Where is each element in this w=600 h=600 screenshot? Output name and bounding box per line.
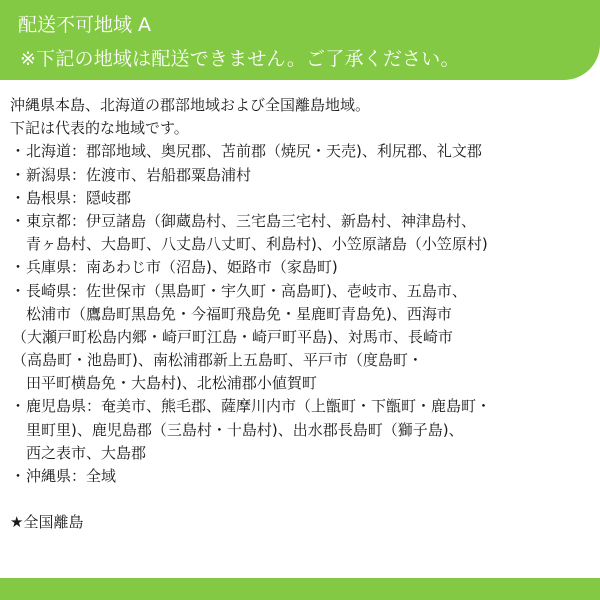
header-banner bbox=[0, 0, 600, 80]
spacer bbox=[10, 488, 592, 511]
intro-line: 下記は代表的な地域です。 bbox=[10, 119, 189, 138]
region-list bbox=[10, 140, 592, 488]
region-text: 新潟県：佐渡市、岩船郡粟島浦村 bbox=[26, 165, 252, 184]
bullet: ・ bbox=[10, 397, 26, 416]
region-item-shimane bbox=[10, 187, 592, 210]
region-item-tokyo bbox=[10, 210, 592, 233]
region-text-continued: 西之表市、大島郡 bbox=[26, 443, 147, 462]
region-text: 長崎県：佐世保市（黒島町・宇久町・高島町)、壱岐市、五島市、 bbox=[26, 281, 467, 300]
bullet: ・ bbox=[10, 258, 26, 277]
region-text-continued: 青ヶ島村、大島町、八丈島八丈町、利島村)、小笠原諸島（小笠原村) bbox=[26, 235, 488, 254]
bullet: ・ bbox=[10, 165, 26, 184]
region-item-nagasaki bbox=[10, 280, 592, 303]
bullet: ・ bbox=[10, 467, 26, 485]
intro-line: 沖縄県本島、北海道の郡部地域および全国離島地域。 bbox=[10, 96, 371, 114]
region-item-kagoshima bbox=[10, 395, 592, 418]
region-text: 兵庫県：南あわじ市（沼島)、姫路市（家島町) bbox=[26, 258, 338, 277]
region-text-continued: 松浦市（鷹島町黒島免・今福町飛島免・星鹿町青島免)、西海市 bbox=[26, 304, 452, 323]
region-item-hokkaido bbox=[10, 140, 592, 163]
bullet: ・ bbox=[10, 188, 26, 207]
region-text-continued: 里町里)、鹿児島郡（三島村・十島村)、出水郡長島町（獅子島)、 bbox=[26, 420, 464, 439]
region-text: 沖縄県：全域 bbox=[26, 467, 117, 485]
region-text: 鹿児島県：奄美市、熊毛郡、薩摩川内市（上甑町・下甑町・鹿島町・ bbox=[26, 397, 492, 416]
region-item-okinawa bbox=[10, 465, 592, 488]
region-text-continued: （大瀬戸町松島内郷・崎戸町江島・崎戸町平島)、対馬市、長崎市 bbox=[12, 327, 453, 346]
region-text-continued: （高島町・池島町)、南松浦郡新上五島町、平戸市（度島町・ bbox=[12, 351, 423, 370]
delivery-notice: ※下記の地域は配送できません。ご了承ください。 bbox=[20, 48, 460, 70]
footnote: ★全国離島 bbox=[10, 513, 84, 532]
region-item-niigata bbox=[10, 164, 592, 187]
page-title: 配送不可地域 A bbox=[18, 14, 152, 36]
region-content bbox=[10, 94, 592, 535]
region-item-hyogo bbox=[10, 256, 592, 279]
region-text: 東京都：伊豆諸島（御蔵島村、三宅島三宅村、新島村、神津島村、 bbox=[26, 211, 477, 230]
region-text: 島根県：隠岐郡 bbox=[26, 188, 132, 207]
region-text-continued: 田平町横島免・大島村)、北松浦郡小値賀町 bbox=[26, 374, 317, 393]
bullet: ・ bbox=[10, 211, 26, 230]
bullet: ・ bbox=[10, 281, 26, 300]
footer-bar bbox=[0, 578, 600, 600]
region-text: 北海道：郡部地域、奥尻郡、苫前郡（焼尻・天売)、利尻郡、礼文郡 bbox=[26, 142, 482, 161]
bullet: ・ bbox=[10, 142, 26, 161]
